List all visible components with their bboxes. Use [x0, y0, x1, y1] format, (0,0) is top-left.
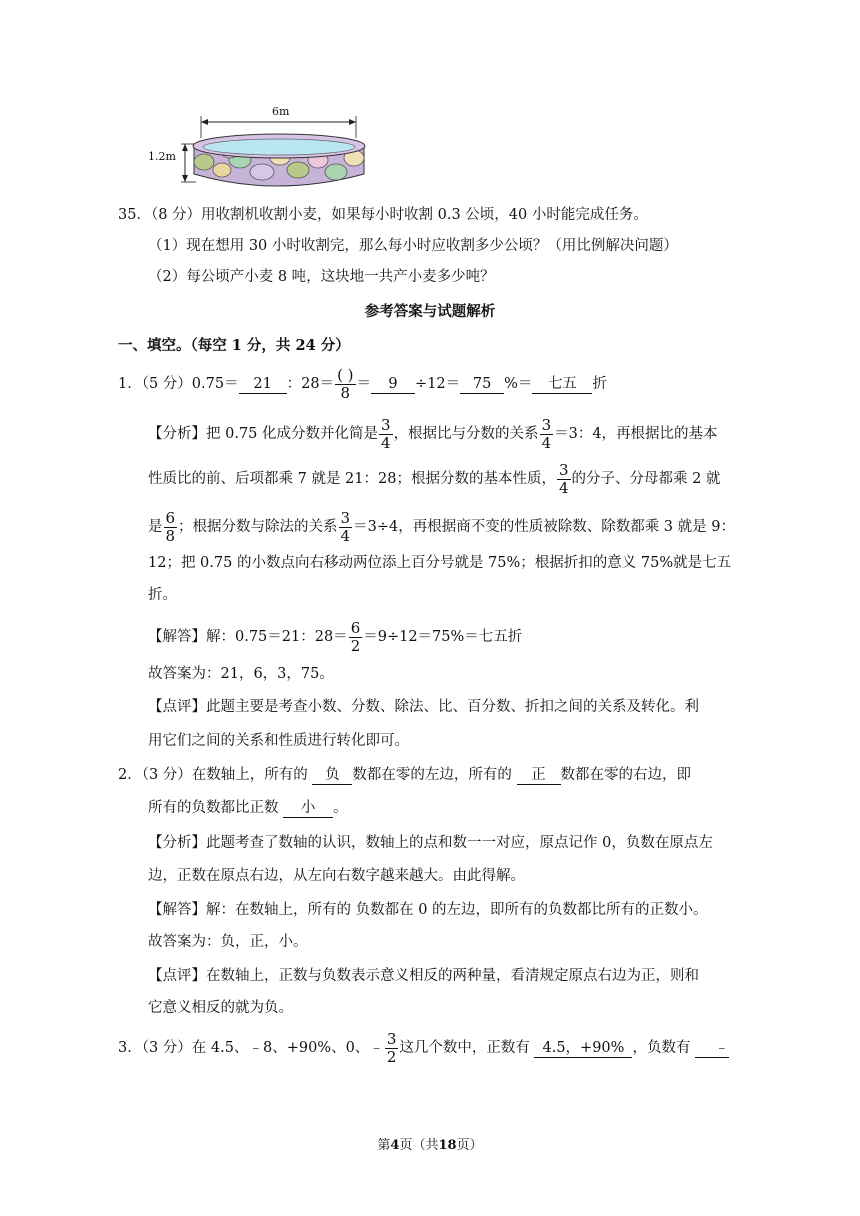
q1-blank-3: 75: [460, 376, 504, 394]
q2-answer: 故答案为：负，正，小。: [148, 934, 308, 950]
fraction: $\frac{6}{8}$: [165, 508, 176, 545]
q2-review-line1: 【点评】在数轴上，正数与负数表示意义相反的两种量，看清规定原点右边为正，则和: [148, 968, 699, 984]
q1-blank-4: 七五: [532, 376, 592, 394]
width-label: 6m: [272, 105, 290, 118]
q1-analysis-line2: 性质比的前、后项都乘 7 就是 21：28；根据分数的基本性质， $\frac{3}{4}$ 的分子、分母都乘 2 就: [148, 460, 721, 497]
fraction: $\frac{3}{4}$: [381, 415, 391, 452]
q1-blank-1: 21: [239, 376, 287, 394]
page-footer: 第4页（共18页）: [377, 1138, 483, 1153]
fraction: $\frac{3}{2}$: [386, 1029, 397, 1066]
q35-part1: （1）现在想用 30 小时收割完，那么每小时应收割多少公顷？（用比例解决问题）: [148, 238, 678, 254]
q1-analysis-line1: 【分析】把 0.75 化成分数并化简是 $\frac{3}{4}$ ，根据比与分数的关系 $\frac{3}{4}$ ＝3：4，再根据比的基本: [148, 415, 718, 452]
q1-analysis-line4: 12；把 0.75 的小数点向右移动两位添上百分号就是 75%；根据折扣的意义 75%就是七五: [148, 555, 732, 571]
q1-solution: 【解答】解：0.75＝21：28＝ $\frac{6}{2}$ ＝9÷12＝75%＝七五折: [148, 618, 523, 655]
q35-head: 35．（8 分）用收割机收割小麦，如果每小时收割 0.3 公顷，40 小时能完成任务。: [118, 207, 648, 223]
q1-review-line1: 【点评】此题主要是考查小数、分数、除法、比、百分数、折扣之间的关系及转化。利: [148, 699, 699, 715]
page-number: 4: [390, 1138, 400, 1153]
fraction: $\frac{3}{4}$: [340, 508, 351, 545]
q2-stem-line2: 所有的负数都比正数 小 。: [148, 800, 348, 816]
q2-solution: 【解答】解：在数轴上，所有的 负数都在 0 的左边，即所有的负数都比所有的正数小。: [148, 902, 708, 918]
q1-review-line2: 用它们之间的关系和性质进行转化即可。: [148, 733, 409, 749]
q2-analysis-line2: 边，正数在原点右边，从左向右数字越来越大。由此得解。: [148, 868, 525, 884]
fraction: $\frac{3}{4}$: [541, 415, 552, 452]
q2-stem-line1: 2．（3 分）在数轴上，所有的 负 数都在零的左边，所有的 正 数都在零的右边，即: [118, 767, 692, 783]
q1-answer: 故答案为：21，6，3，75。: [148, 666, 334, 682]
q35-part2: （2）每公顷产小麦 8 吨，这块地一共产小麦多少吨？: [148, 269, 495, 285]
q1-analysis-line5: 折。: [148, 587, 177, 603]
pool-figure: [148, 98, 382, 196]
fraction: $\frac{3}{4}$: [558, 460, 569, 497]
page-total: 18: [438, 1138, 457, 1153]
q1-fraction: $\frac{( )}{8}$: [337, 365, 354, 402]
q1-stem: 1．（5 分）0.75＝ 21 ：28＝ $\frac{( )}{8}$ ＝ 9 ÷12＝ 75 %＝ 七五 折: [118, 365, 607, 402]
q2-blank-3: 小: [283, 800, 333, 818]
q3-blank-2: ﹣: [695, 1040, 729, 1058]
answers-title: 参考答案与试题解析: [364, 303, 496, 320]
q2-blank-2: 正: [517, 767, 561, 785]
section-heading: 一、填空。（每空 1 分，共 24 分）: [118, 337, 350, 354]
q3-stem: 3．（3 分）在 4.5、﹣8、+90%、0、﹣ $\frac{3}{2}$ 这几个数中，正数有 4.5，+90% ，负数有 ﹣: [118, 1029, 730, 1066]
fraction: $\frac{6}{2}$: [350, 618, 361, 655]
q3-blank-1: 4.5，+90%: [534, 1040, 632, 1058]
q1-analysis-line3: 是 $\frac{6}{8}$ ；根据分数与除法的关系 $\frac{3}{4}$ ＝3÷4，再根据商不变的性质被除数、除数都乘 3 就是 9：: [148, 508, 735, 545]
q2-analysis-line1: 【分析】此题考查了数轴的认识，数轴上的点和数一一对应，原点记作 0，负数在原点左: [148, 835, 713, 851]
q2-blank-1: 负: [312, 767, 352, 785]
q1-blank-2: 9: [371, 376, 415, 394]
height-label: 1.2m: [148, 150, 176, 163]
q2-review-line2: 它意义相反的就为负。: [148, 1000, 293, 1016]
